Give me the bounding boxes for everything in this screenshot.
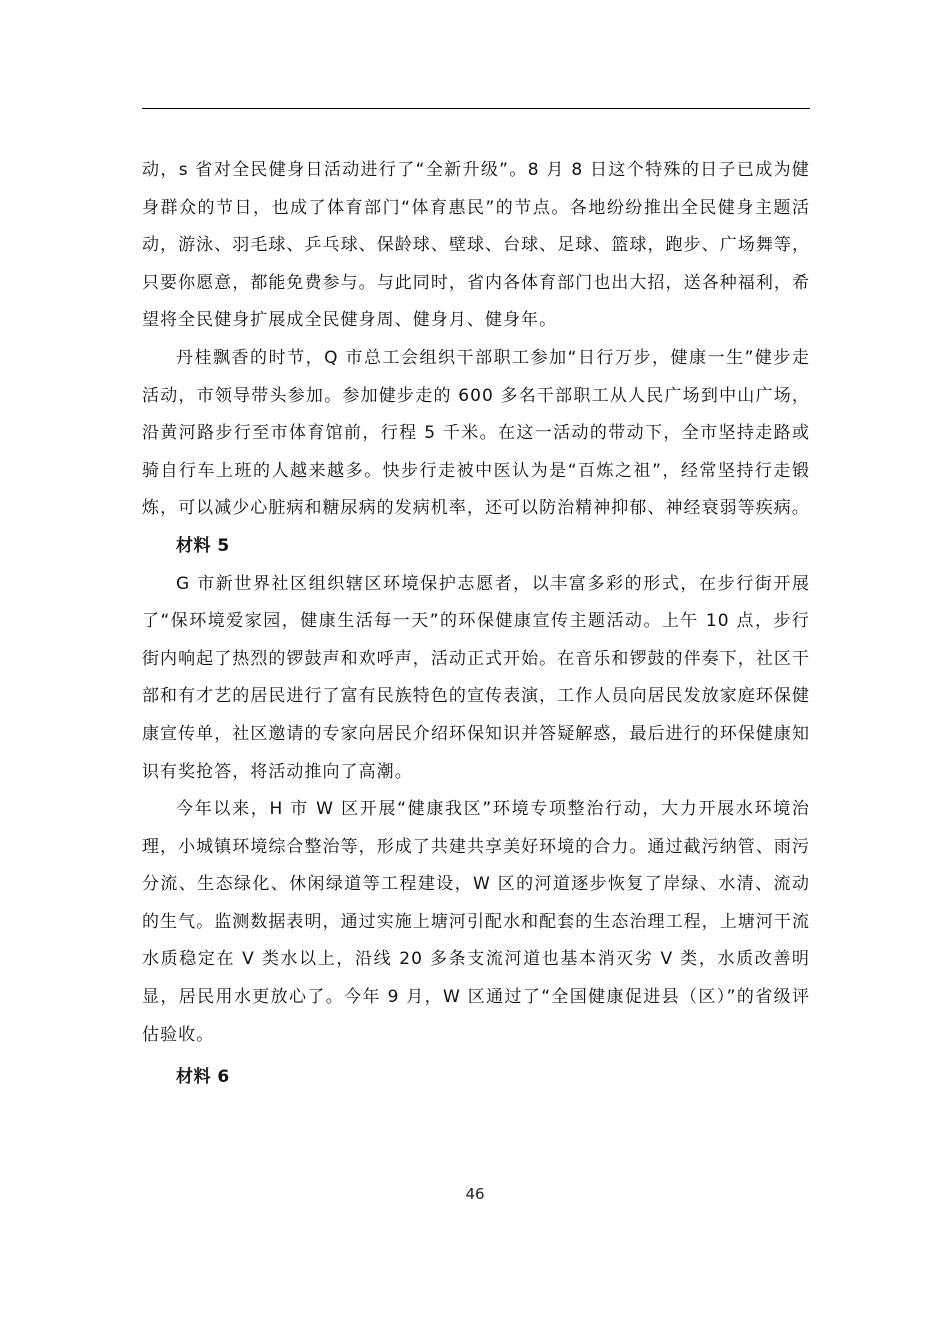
header-rule <box>142 108 810 109</box>
section-heading-material-5: 材料 5 <box>176 535 230 556</box>
paragraph-fitness-day-upgrade: 动，s 省对全民健身日活动进行了“全新升级”。8 月 8 日这个特殊的日子已成为健身群众的节日，也成了体育部门“体育惠民”的节点。各地纷纷推出全民健身主题活动，游泳、羽毛球、乒乓球、保龄球、壁球、台球、足球、篮球，跑步、广场舞等，只要你愿意，都能免费参与。与此同时，省内各体育部门也出大招，送各种福利，希望将全民健身扩展成全民健身周、健身月、健身年。 <box>142 160 810 331</box>
section-heading-material-6: 材料 6 <box>176 1067 230 1088</box>
document-body <box>142 152 810 1097</box>
paragraph-district-remediation: 今年以来，H 市 W 区开展“健康我区”环境专项整治行动，大力开展水环境治理，小城镇环境综合整治等，形成了共建共享美好环境的合力。通过截污纳管、雨污分流、生态绿化、休闲绿道等工程建设，W 区的河道逐步恢复了岸绿、水清、流动的生气。监测数据表明，通过实施上塘河引配水和配套的生态治理工程，上塘河干流水质稳定在 V 类水以上，沿线 20 多条支流河道也基本消灭劣 V 类，水质改善明显，居民用水更放心了。今年 9 月，W 区通过了“全国健康促进县（区）”的省级评估验收。 <box>142 799 810 1045</box>
page-number: 46 <box>465 1185 485 1203</box>
paragraph-walking-activity: 丹桂飘香的时节，Q 市总工会组织干部职工参加“日行万步，健康一生”健步走活动，市领导带头参加。参加健步走的 600 多名干部职工从人民广场到中山广场，沿黄河路步行至市体育馆前，行程 5 千米。在这一活动的带动下，全市坚持走路或骑自行车上班的人越来越多。快步行走被中医认为是“百炼之祖”，经常坚持行走锻炼，可以减少心脏病和糖尿病的发病机率，还可以防治精神抑郁、神经衰弱等疾病。 <box>142 347 810 519</box>
paragraph-community-campaign: G 市新世界社区组织辖区环境保护志愿者，以丰富多彩的形式，在步行街开展了“保环境爱家园，健康生活每一天”的环保健康宣传主题活动。上午 10 点，步行街内响起了热烈的锣鼓声和欢呼声，活动正式开始。在音乐和锣鼓的伴奏下，社区干部和有才艺的居民进行了富有民族特色的宣传表演，工作人员向居民发放家庭环保健康宣传单，社区邀请的专家向居民介绍环保知识并答疑解惑，最后进行的环保健康知识有奖抢答，将活动推向了高潮。 <box>142 573 810 782</box>
